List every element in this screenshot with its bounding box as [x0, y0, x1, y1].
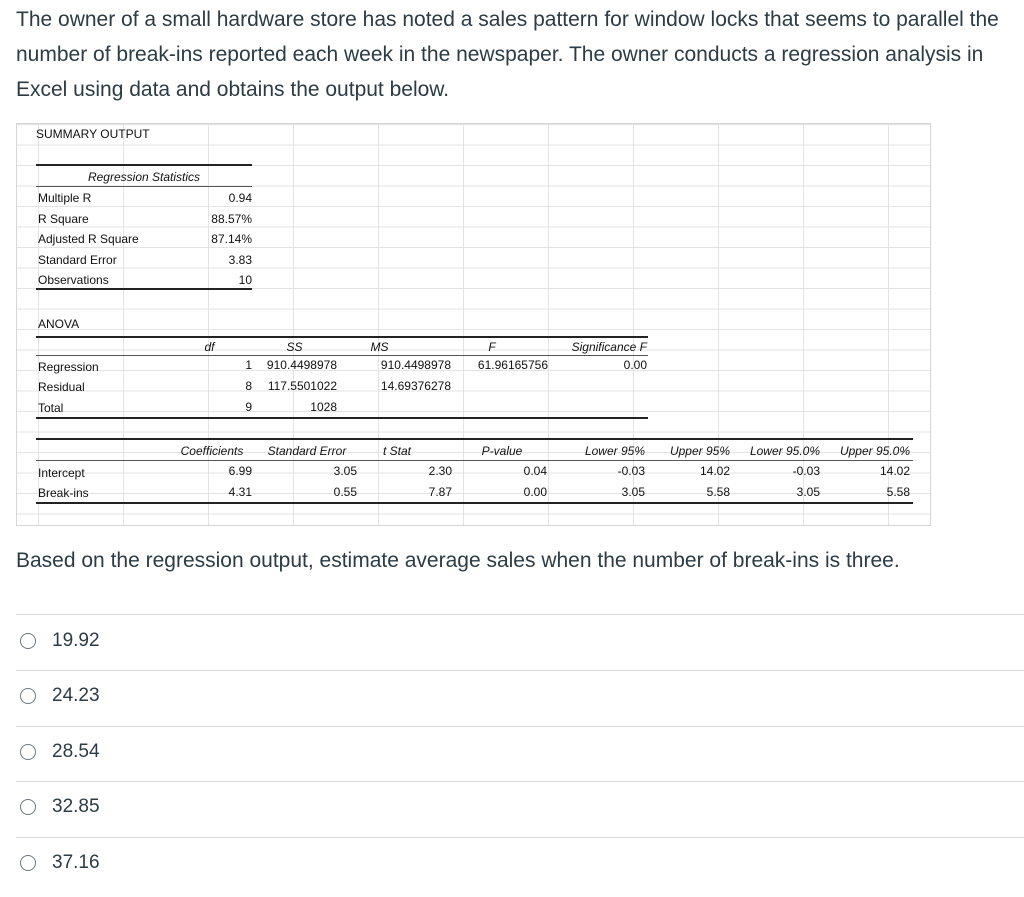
stat-label: Multiple R	[38, 191, 92, 205]
anova-header: Significance F	[571, 340, 647, 354]
anova-row-label: Regression	[38, 360, 99, 374]
stat-label: R Square	[38, 212, 89, 226]
coef-value: -0.03	[617, 464, 645, 478]
anova-header: SS	[286, 340, 303, 354]
coef-value: 0.00	[523, 485, 547, 499]
question-text: The owner of a small hardware store has noted a sales pattern for window locks that seems to parallel the number of break-ins reported each week in the newspaper. The owner conducts a regression analysis in Excel using data and obtains the output below.	[16, 8, 999, 101]
anova-top-rule	[36, 336, 648, 338]
stat-value: 10	[238, 273, 252, 287]
coef-value: 14.02	[879, 464, 910, 478]
anova-header: MS	[370, 340, 389, 354]
stat-label: Observations	[38, 273, 109, 287]
anova-row-label: Residual	[38, 380, 85, 394]
radio-button[interactable]	[20, 744, 36, 760]
coef-value: -0.03	[792, 464, 820, 478]
answer-label: 19.92	[52, 630, 100, 651]
anova-f: 61.96165756	[477, 358, 548, 372]
coef-value: 0.04	[523, 464, 547, 478]
anova-df: 1	[245, 358, 252, 372]
coef-header: t Stat	[382, 444, 411, 458]
stat-value: 87.14%	[211, 232, 252, 246]
coef-value: 3.05	[333, 464, 357, 478]
anova-ss: 117.5501022	[267, 379, 337, 393]
anova-title: ANOVA	[38, 317, 80, 331]
answer-option-2[interactable]	[20, 676, 100, 716]
divider	[16, 614, 1024, 615]
answer-option-5[interactable]	[20, 843, 100, 883]
coef-row-label: Break-ins	[38, 486, 89, 500]
answer-label: 37.16	[52, 852, 100, 873]
answer-label: 32.85	[52, 796, 100, 817]
divider	[16, 781, 1024, 782]
radio-button[interactable]	[20, 688, 36, 704]
anova-sig: 0.00	[623, 358, 647, 372]
anova-ms: 910.4498978	[380, 358, 451, 372]
coef-value: 6.99	[228, 464, 252, 478]
coef-header: P-value	[481, 444, 523, 458]
anova-header: df	[204, 340, 215, 354]
bottom-rule	[36, 288, 252, 290]
coef-header-rule	[36, 460, 913, 461]
answer-label: 24.23	[52, 685, 100, 706]
coef-value: 5.58	[886, 485, 910, 499]
stat-value: 88.57%	[211, 212, 252, 226]
anova-bottom-rule	[36, 417, 648, 419]
coef-top-rule	[36, 438, 913, 440]
stat-label: Standard Error	[38, 253, 117, 267]
stat-value: 3.83	[228, 253, 252, 267]
answer-option-4[interactable]	[20, 787, 100, 827]
anova-df: 9	[245, 400, 252, 414]
anova-header-rule	[36, 355, 648, 356]
anova-ss: 910.4498978	[266, 358, 337, 372]
coef-value: 5.58	[706, 485, 730, 499]
divider	[16, 726, 1024, 727]
question-prompt: Based on the regression output, estimate average sales when the number of break-ins is three.	[16, 549, 900, 572]
radio-button[interactable]	[20, 799, 36, 815]
answer-option-3[interactable]	[20, 732, 100, 772]
coef-header: Coefficients	[180, 444, 244, 458]
anova-row-label: Total	[38, 401, 64, 415]
header-rule	[36, 186, 252, 187]
coef-value: 0.55	[333, 485, 357, 499]
coef-value: 3.05	[796, 485, 820, 499]
coef-bottom-rule	[36, 502, 913, 504]
coef-header: Lower 95.0%	[749, 444, 820, 458]
top-rule	[36, 164, 252, 166]
coef-value: 7.87	[428, 485, 452, 499]
coef-header: Upper 95.0%	[839, 444, 910, 458]
regression-output-table	[16, 123, 931, 526]
coef-value: 4.31	[228, 485, 252, 499]
coef-header: Upper 95%	[669, 444, 730, 458]
summary-output-title: SUMMARY OUTPUT	[36, 127, 150, 141]
regression-statistics-header: Regression Statistics	[87, 170, 201, 184]
coef-header: Lower 95%	[584, 444, 645, 458]
answer-label: 28.54	[52, 741, 100, 762]
stat-label: Adjusted R Square	[38, 232, 139, 246]
anova-ss: 1028	[310, 400, 337, 414]
anova-ms: 14.69376278	[380, 379, 451, 393]
answer-option-1[interactable]	[20, 621, 100, 661]
coef-value: 2.30	[428, 464, 452, 478]
radio-button[interactable]	[20, 855, 36, 871]
divider	[16, 670, 1024, 671]
coef-header: Standard Error	[267, 444, 347, 458]
radio-button[interactable]	[20, 633, 36, 649]
coef-value: 3.05	[621, 485, 645, 499]
anova-header: F	[488, 340, 496, 354]
coef-row-label: Intercept	[38, 466, 85, 480]
stat-value: 0.94	[228, 191, 252, 205]
coef-value: 14.02	[699, 464, 730, 478]
divider	[16, 837, 1024, 838]
anova-df: 8	[245, 379, 252, 393]
